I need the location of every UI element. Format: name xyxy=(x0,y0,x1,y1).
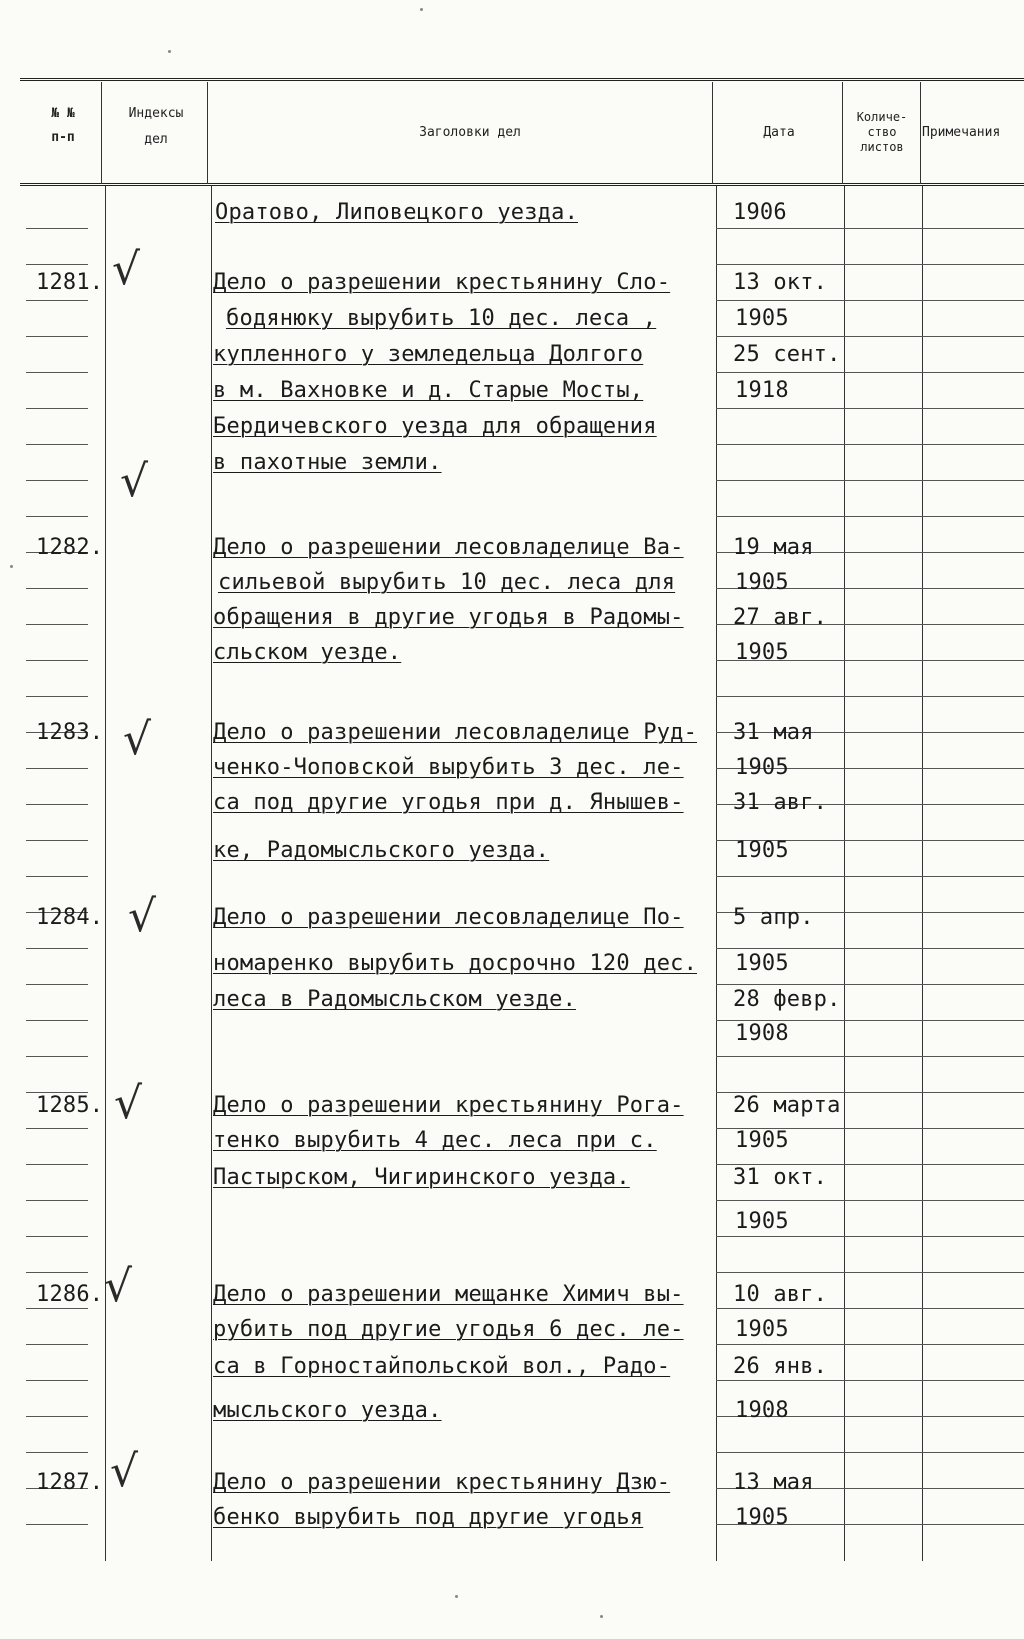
row-rule xyxy=(26,984,88,985)
row-rule xyxy=(26,264,88,265)
entry-date: 1905 xyxy=(735,951,789,976)
entry-title-line: купленного у земледельца Долгого xyxy=(213,342,644,367)
row-rule xyxy=(26,768,88,769)
entry-number: 1283. xyxy=(36,720,104,745)
entry-date: 1905 xyxy=(735,306,789,331)
entry-date: 1905 xyxy=(735,1209,789,1234)
row-rule xyxy=(716,1344,1024,1345)
entry-title-line: бенко вырубить под другие угодья xyxy=(213,1505,644,1530)
continuation-line: Оратово, Липовецкого уезда. xyxy=(215,200,579,225)
row-rule xyxy=(26,804,88,805)
entry-date: 1905 xyxy=(735,838,789,863)
check-mark-icon: √ xyxy=(114,1078,143,1129)
entry-title-line: сльском уезде. xyxy=(213,640,402,665)
entry-date: 31 авг. xyxy=(733,790,828,815)
entry-date: 31 мая xyxy=(733,720,814,745)
entry-title-line: мысльского уезда. xyxy=(213,1398,442,1423)
check-mark-icon: √ xyxy=(104,1261,133,1312)
entry-title-line: са в Горностайпольской вол., Радо- xyxy=(213,1354,671,1379)
row-rule xyxy=(716,1380,1024,1381)
row-rule xyxy=(26,1416,88,1417)
row-rule xyxy=(716,984,1024,985)
entry-date: 31 окт. xyxy=(733,1165,828,1190)
entry-title-line: Дело о разрешении крестьянину Дзю- xyxy=(213,1470,671,1495)
entry-title-line: номаренко вырубить досрочно 120 дес. xyxy=(213,951,698,976)
column-divider xyxy=(922,186,923,1561)
check-mark-icon: √ xyxy=(123,714,152,765)
row-rule xyxy=(26,228,88,229)
row-rule xyxy=(26,1020,88,1021)
row-rule xyxy=(26,1164,88,1165)
entry-title-line: Бердичевского уезда для обращения xyxy=(213,414,657,439)
entry-date: 10 авг. xyxy=(733,1282,828,1307)
check-mark-icon: √ xyxy=(110,1446,139,1497)
header-index xyxy=(106,106,206,148)
row-rule xyxy=(26,948,88,949)
row-rule xyxy=(26,1344,88,1345)
row-rule xyxy=(26,840,88,841)
row-rule xyxy=(716,444,1024,445)
row-rule xyxy=(26,1524,88,1525)
row-rule xyxy=(26,1056,88,1057)
paper-speck xyxy=(420,8,423,11)
entry-date: 5 апр. xyxy=(733,905,814,930)
header-date: Дата xyxy=(763,125,795,140)
header-number-sub: п-п xyxy=(51,130,75,145)
row-rule xyxy=(26,480,88,481)
row-rule xyxy=(716,876,1024,877)
entry-date: 27 авг. xyxy=(733,605,828,630)
row-rule xyxy=(26,516,88,517)
column-divider xyxy=(207,82,208,184)
row-rule xyxy=(716,336,1024,337)
row-rule xyxy=(716,696,1024,697)
entry-title-line: Дело о разрешении лесовладелице Руд- xyxy=(213,720,698,745)
row-rule xyxy=(26,1236,88,1237)
entry-title-line: ке, Радомысльского уезда. xyxy=(213,838,550,863)
entry-title-line: Дело о разрешении крестьянину Сло- xyxy=(213,270,671,295)
row-rule xyxy=(716,1272,1024,1273)
row-rule xyxy=(26,588,88,589)
entry-title-line: ченко-Чоповской вырубить 3 дес. ле- xyxy=(213,755,684,780)
row-rule xyxy=(716,300,1024,301)
entry-title-line: Дело о разрешении лесовладелице Ва- xyxy=(213,535,684,560)
entry-date: 13 мая xyxy=(733,1470,814,1495)
continuation-date: 1906 xyxy=(733,200,787,225)
header-count-line1: Количе- xyxy=(856,110,908,124)
entry-title-line: рубить под другие угодья 6 дес. ле- xyxy=(213,1317,684,1342)
check-mark-icon: √ xyxy=(120,456,149,507)
column-divider xyxy=(844,186,845,1561)
row-rule xyxy=(716,408,1024,409)
entry-date: 26 марта xyxy=(733,1093,841,1118)
header-index-sub: дел xyxy=(144,132,168,147)
row-rule xyxy=(716,948,1024,949)
entry-date: 1918 xyxy=(735,378,789,403)
entry-title-line: Пастырском, Чигиринского уезда. xyxy=(213,1165,630,1190)
entry-title-line: Дело о разрешении крестьянину Рога- xyxy=(213,1093,684,1118)
row-rule xyxy=(26,444,88,445)
paper-speck xyxy=(168,50,171,53)
row-rule xyxy=(716,264,1024,265)
entry-title-line: в м. Вахновке и д. Старые Мосты, xyxy=(213,378,644,403)
entry-date: 26 янв. xyxy=(733,1354,828,1379)
row-rule xyxy=(26,1200,88,1201)
entry-date: 1905 xyxy=(735,1317,789,1342)
table-top-rule xyxy=(20,78,1024,81)
row-rule xyxy=(26,300,88,301)
entry-number: 1284. xyxy=(36,905,104,930)
header-count xyxy=(843,110,921,155)
column-divider xyxy=(101,82,102,184)
row-rule xyxy=(716,1452,1024,1453)
paper-speck xyxy=(600,1615,603,1618)
column-divider xyxy=(105,186,106,1561)
entry-date: 1908 xyxy=(735,1021,789,1046)
paper-speck xyxy=(10,565,13,568)
header-number-label: № № xyxy=(51,106,75,121)
row-rule xyxy=(26,660,88,661)
paper-speck xyxy=(455,1595,458,1598)
row-rule xyxy=(26,336,88,337)
row-rule xyxy=(716,1200,1024,1201)
row-rule xyxy=(716,1236,1024,1237)
header-notes: Примечания xyxy=(922,125,1001,140)
entry-date: 1905 xyxy=(735,755,789,780)
entry-number: 1287. xyxy=(36,1470,104,1495)
entry-date: 19 мая xyxy=(733,535,814,560)
entry-title-line: обращения в другие угодья в Радомы- xyxy=(213,605,684,630)
row-rule xyxy=(26,408,88,409)
header-index-label: Индексы xyxy=(128,106,184,121)
entry-number: 1285. xyxy=(36,1093,104,1118)
check-mark-icon: √ xyxy=(112,244,141,295)
entry-title-line: са под другие угодья при д. Янышев- xyxy=(213,790,684,815)
entry-date: 1905 xyxy=(735,570,789,595)
entry-title-line: в пахотные земли. xyxy=(213,450,442,475)
row-rule xyxy=(26,1128,88,1129)
entry-number: 1282. xyxy=(36,535,104,560)
header-number xyxy=(28,106,98,146)
entry-date: 1905 xyxy=(735,1505,789,1530)
row-rule xyxy=(26,696,88,697)
row-rule xyxy=(716,480,1024,481)
row-rule xyxy=(26,1272,88,1273)
entry-date: 1905 xyxy=(735,640,789,665)
entry-title-line: леса в Радомысльском уезде. xyxy=(213,987,577,1012)
entry-title-line: тенко вырубить 4 дес. леса при с. xyxy=(213,1128,657,1153)
entry-number: 1286. xyxy=(36,1282,104,1307)
row-rule xyxy=(716,516,1024,517)
row-rule xyxy=(716,1056,1024,1057)
entry-date: 28 февр. xyxy=(733,987,841,1012)
table-header-rule xyxy=(20,183,1024,186)
header-count-line2: ство xyxy=(867,125,897,139)
row-rule xyxy=(716,1308,1024,1309)
entry-number: 1281. xyxy=(36,270,104,295)
row-rule xyxy=(716,228,1024,229)
check-mark-icon: √ xyxy=(128,891,157,942)
entry-date: 25 сент. xyxy=(733,342,841,367)
header-count-line3: листов xyxy=(860,140,904,154)
row-rule xyxy=(26,1380,88,1381)
column-divider xyxy=(712,82,713,184)
column-divider xyxy=(211,186,212,1561)
header-title: Заголовки дел xyxy=(419,125,521,140)
row-rule xyxy=(26,876,88,877)
row-rule xyxy=(26,624,88,625)
row-rule xyxy=(26,1452,88,1453)
entry-date: 13 окт. xyxy=(733,270,828,295)
entry-title-line: Дело о разрешении мещанке Химич вы- xyxy=(213,1282,684,1307)
entry-date: 1905 xyxy=(735,1128,789,1153)
row-rule xyxy=(716,372,1024,373)
row-rule xyxy=(26,1308,88,1309)
row-rule xyxy=(26,372,88,373)
entry-title-line: Дело о разрешении лесовладелице По- xyxy=(213,905,684,930)
entry-title-line: сильевой вырубить 10 дес. леса для xyxy=(218,570,676,595)
entry-date: 1908 xyxy=(735,1398,789,1423)
entry-title-line: бодянюку вырубить 10 дес. леса , xyxy=(226,306,657,331)
column-divider xyxy=(716,186,717,1561)
